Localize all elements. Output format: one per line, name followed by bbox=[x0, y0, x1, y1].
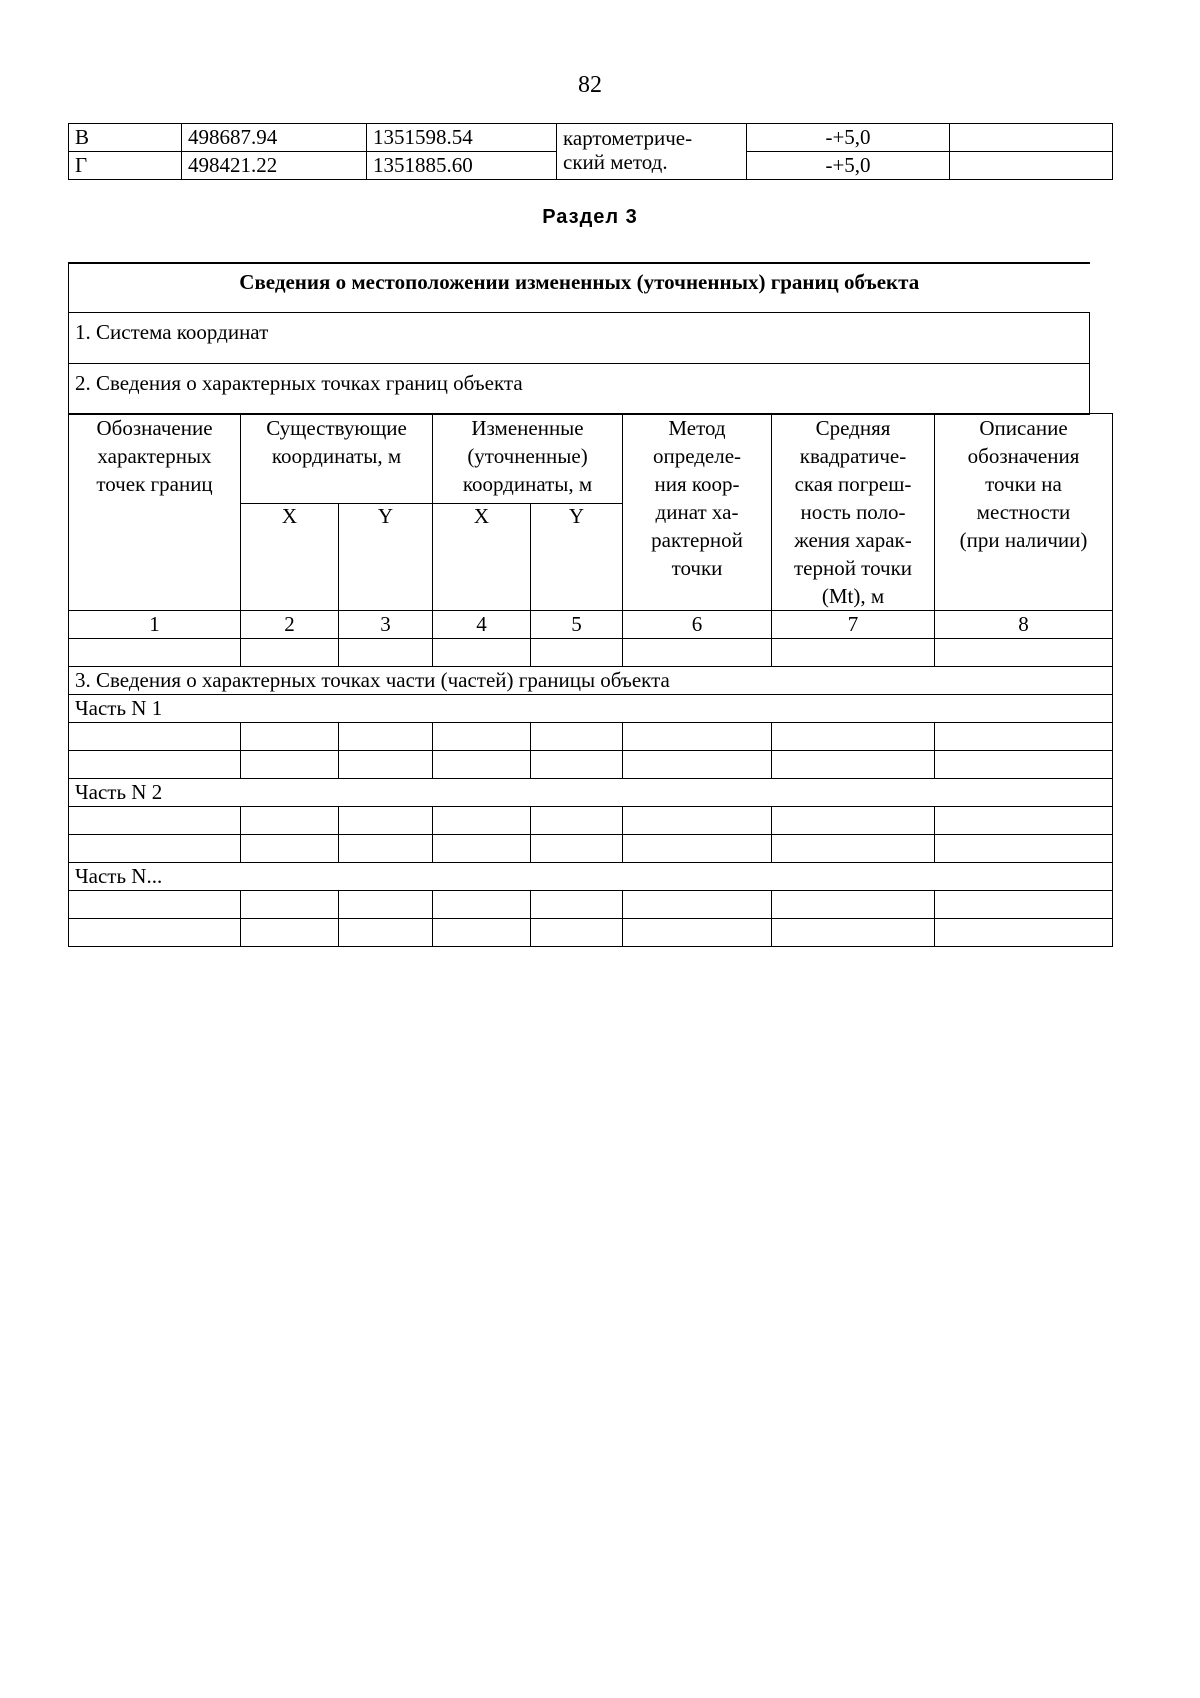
empty-cell bbox=[935, 723, 1113, 751]
header-line: обозначения bbox=[967, 444, 1080, 468]
error-value: -+5,0 bbox=[747, 152, 950, 180]
x-coordinate: 498687.94 bbox=[182, 124, 367, 152]
empty-cell bbox=[241, 751, 339, 779]
empty-cell bbox=[950, 152, 1113, 180]
header-line: точки bbox=[671, 556, 723, 580]
empty-cell bbox=[772, 639, 935, 667]
empty-cell bbox=[433, 891, 531, 919]
empty-cell bbox=[772, 751, 935, 779]
continuation-table bbox=[68, 123, 1113, 180]
header-line: ская погреш- bbox=[794, 472, 912, 496]
empty-cell bbox=[950, 124, 1113, 152]
empty-cell bbox=[772, 835, 935, 863]
page-number: 82 bbox=[578, 72, 602, 98]
section-title: Раздел 3 bbox=[542, 206, 638, 228]
empty-cell bbox=[772, 723, 935, 751]
empty-cell bbox=[433, 639, 531, 667]
table-row bbox=[69, 835, 1113, 863]
header-line: характерных bbox=[97, 444, 212, 468]
empty-cell bbox=[433, 751, 531, 779]
empty-cell bbox=[339, 835, 433, 863]
table-row bbox=[69, 639, 1113, 667]
empty-cell bbox=[69, 639, 241, 667]
header-line: (при наличии) bbox=[959, 528, 1088, 552]
empty-cell bbox=[339, 751, 433, 779]
point-label: В bbox=[69, 124, 182, 152]
changed-x-header: X bbox=[433, 504, 531, 611]
empty-cell bbox=[531, 639, 623, 667]
parts-heading-row bbox=[69, 667, 1113, 695]
column-number: 8 bbox=[935, 611, 1113, 639]
table-row bbox=[69, 807, 1113, 835]
column-number: 7 bbox=[772, 611, 935, 639]
method-line: картометриче- bbox=[563, 126, 693, 150]
empty-cell bbox=[623, 751, 772, 779]
empty-cell bbox=[935, 639, 1113, 667]
header-line: ния коор- bbox=[654, 472, 740, 496]
empty-cell bbox=[623, 919, 772, 947]
empty-cell bbox=[531, 919, 623, 947]
column-numbers-row bbox=[69, 611, 1113, 639]
empty-cell bbox=[241, 919, 339, 947]
header-line: ность поло- bbox=[800, 500, 906, 524]
part-2-label: Часть N 2 bbox=[69, 779, 1113, 807]
part-row bbox=[69, 695, 1113, 723]
header-line: терной точки bbox=[793, 556, 913, 580]
empty-cell bbox=[623, 639, 772, 667]
table-row bbox=[69, 919, 1113, 947]
header-line: точек границ bbox=[96, 472, 213, 496]
error-value: -+5,0 bbox=[747, 124, 950, 152]
table-row bbox=[69, 124, 1113, 152]
header-row bbox=[69, 414, 1113, 504]
empty-cell bbox=[531, 835, 623, 863]
empty-cell bbox=[241, 835, 339, 863]
col-changed-coordinates bbox=[433, 414, 623, 504]
col-point-designation bbox=[69, 414, 241, 611]
header-line: координаты, м bbox=[271, 444, 402, 468]
column-number: 3 bbox=[339, 611, 433, 639]
header-line: динат ха- bbox=[655, 500, 739, 524]
empty-cell bbox=[772, 891, 935, 919]
empty-cell bbox=[433, 919, 531, 947]
empty-cell bbox=[339, 919, 433, 947]
empty-cell bbox=[531, 723, 623, 751]
empty-cell bbox=[623, 891, 772, 919]
boundary-points-table bbox=[68, 413, 1113, 947]
empty-cell bbox=[623, 807, 772, 835]
header-box bbox=[68, 262, 1090, 415]
table-title: Сведения о местоположении измененных (уточненных) границ объекта bbox=[69, 263, 1090, 313]
header-line: местности bbox=[976, 500, 1071, 524]
empty-cell bbox=[772, 807, 935, 835]
column-number: 2 bbox=[241, 611, 339, 639]
parts-heading: 3. Сведения о характерных точках части (частей) границы объекта bbox=[69, 667, 1113, 695]
empty-cell bbox=[241, 891, 339, 919]
table-row bbox=[69, 891, 1113, 919]
header-line: Средняя bbox=[815, 416, 891, 440]
column-number: 4 bbox=[433, 611, 531, 639]
header-line: Измененные bbox=[471, 416, 584, 440]
empty-cell bbox=[241, 807, 339, 835]
part-row bbox=[69, 863, 1113, 891]
empty-cell bbox=[241, 639, 339, 667]
point-label: Г bbox=[69, 152, 182, 180]
empty-cell bbox=[531, 751, 623, 779]
empty-cell bbox=[623, 835, 772, 863]
points-info-row: 2. Сведения о характерных точках границ объекта bbox=[69, 364, 1090, 415]
part-row bbox=[69, 779, 1113, 807]
empty-cell bbox=[623, 723, 772, 751]
table-row bbox=[69, 751, 1113, 779]
header-line: Обозначение bbox=[96, 416, 213, 440]
header-line: (уточненные) bbox=[467, 444, 588, 468]
column-number: 5 bbox=[531, 611, 623, 639]
y-coordinate: 1351885.60 bbox=[367, 152, 557, 180]
empty-cell bbox=[339, 723, 433, 751]
empty-cell bbox=[339, 639, 433, 667]
empty-cell bbox=[69, 751, 241, 779]
empty-cell bbox=[339, 891, 433, 919]
header-line: жения харак- bbox=[794, 528, 912, 552]
method-cell bbox=[557, 124, 747, 180]
table-row bbox=[69, 723, 1113, 751]
y-coordinate: 1351598.54 bbox=[367, 124, 557, 152]
header-line: (Mt), м bbox=[821, 584, 885, 608]
part-1-label: Часть N 1 bbox=[69, 695, 1113, 723]
empty-cell bbox=[69, 891, 241, 919]
header-line: Описание bbox=[979, 416, 1068, 440]
empty-cell bbox=[935, 891, 1113, 919]
empty-cell bbox=[935, 919, 1113, 947]
existing-y-header: Y bbox=[339, 504, 433, 611]
empty-cell bbox=[69, 807, 241, 835]
coordinate-system-row: 1. Система координат bbox=[69, 313, 1090, 364]
empty-cell bbox=[339, 807, 433, 835]
empty-cell bbox=[69, 835, 241, 863]
empty-cell bbox=[531, 807, 623, 835]
empty-cell bbox=[69, 919, 241, 947]
header-line: Метод bbox=[668, 416, 726, 440]
column-number: 1 bbox=[69, 611, 241, 639]
col-method bbox=[623, 414, 772, 611]
header-line: квадратиче- bbox=[799, 444, 907, 468]
empty-cell bbox=[772, 919, 935, 947]
col-existing-coordinates bbox=[241, 414, 433, 504]
header-line: координаты, м bbox=[462, 472, 593, 496]
column-number: 6 bbox=[623, 611, 772, 639]
empty-cell bbox=[241, 723, 339, 751]
empty-cell bbox=[433, 807, 531, 835]
method-line: ский метод. bbox=[563, 150, 668, 174]
col-mean-square-error bbox=[772, 414, 935, 611]
x-coordinate: 498421.22 bbox=[182, 152, 367, 180]
empty-cell bbox=[531, 891, 623, 919]
empty-cell bbox=[935, 807, 1113, 835]
empty-cell bbox=[935, 835, 1113, 863]
header-line: определе- bbox=[652, 444, 742, 468]
changed-y-header: Y bbox=[531, 504, 623, 611]
part-n-label: Часть N... bbox=[69, 863, 1113, 891]
empty-cell bbox=[935, 751, 1113, 779]
header-line: Существующие bbox=[266, 416, 407, 440]
col-description bbox=[935, 414, 1113, 611]
existing-x-header: X bbox=[241, 504, 339, 611]
empty-cell bbox=[69, 723, 241, 751]
header-line: точки на bbox=[985, 472, 1062, 496]
empty-cell bbox=[433, 723, 531, 751]
header-line: рактерной bbox=[651, 528, 743, 552]
empty-cell bbox=[433, 835, 531, 863]
